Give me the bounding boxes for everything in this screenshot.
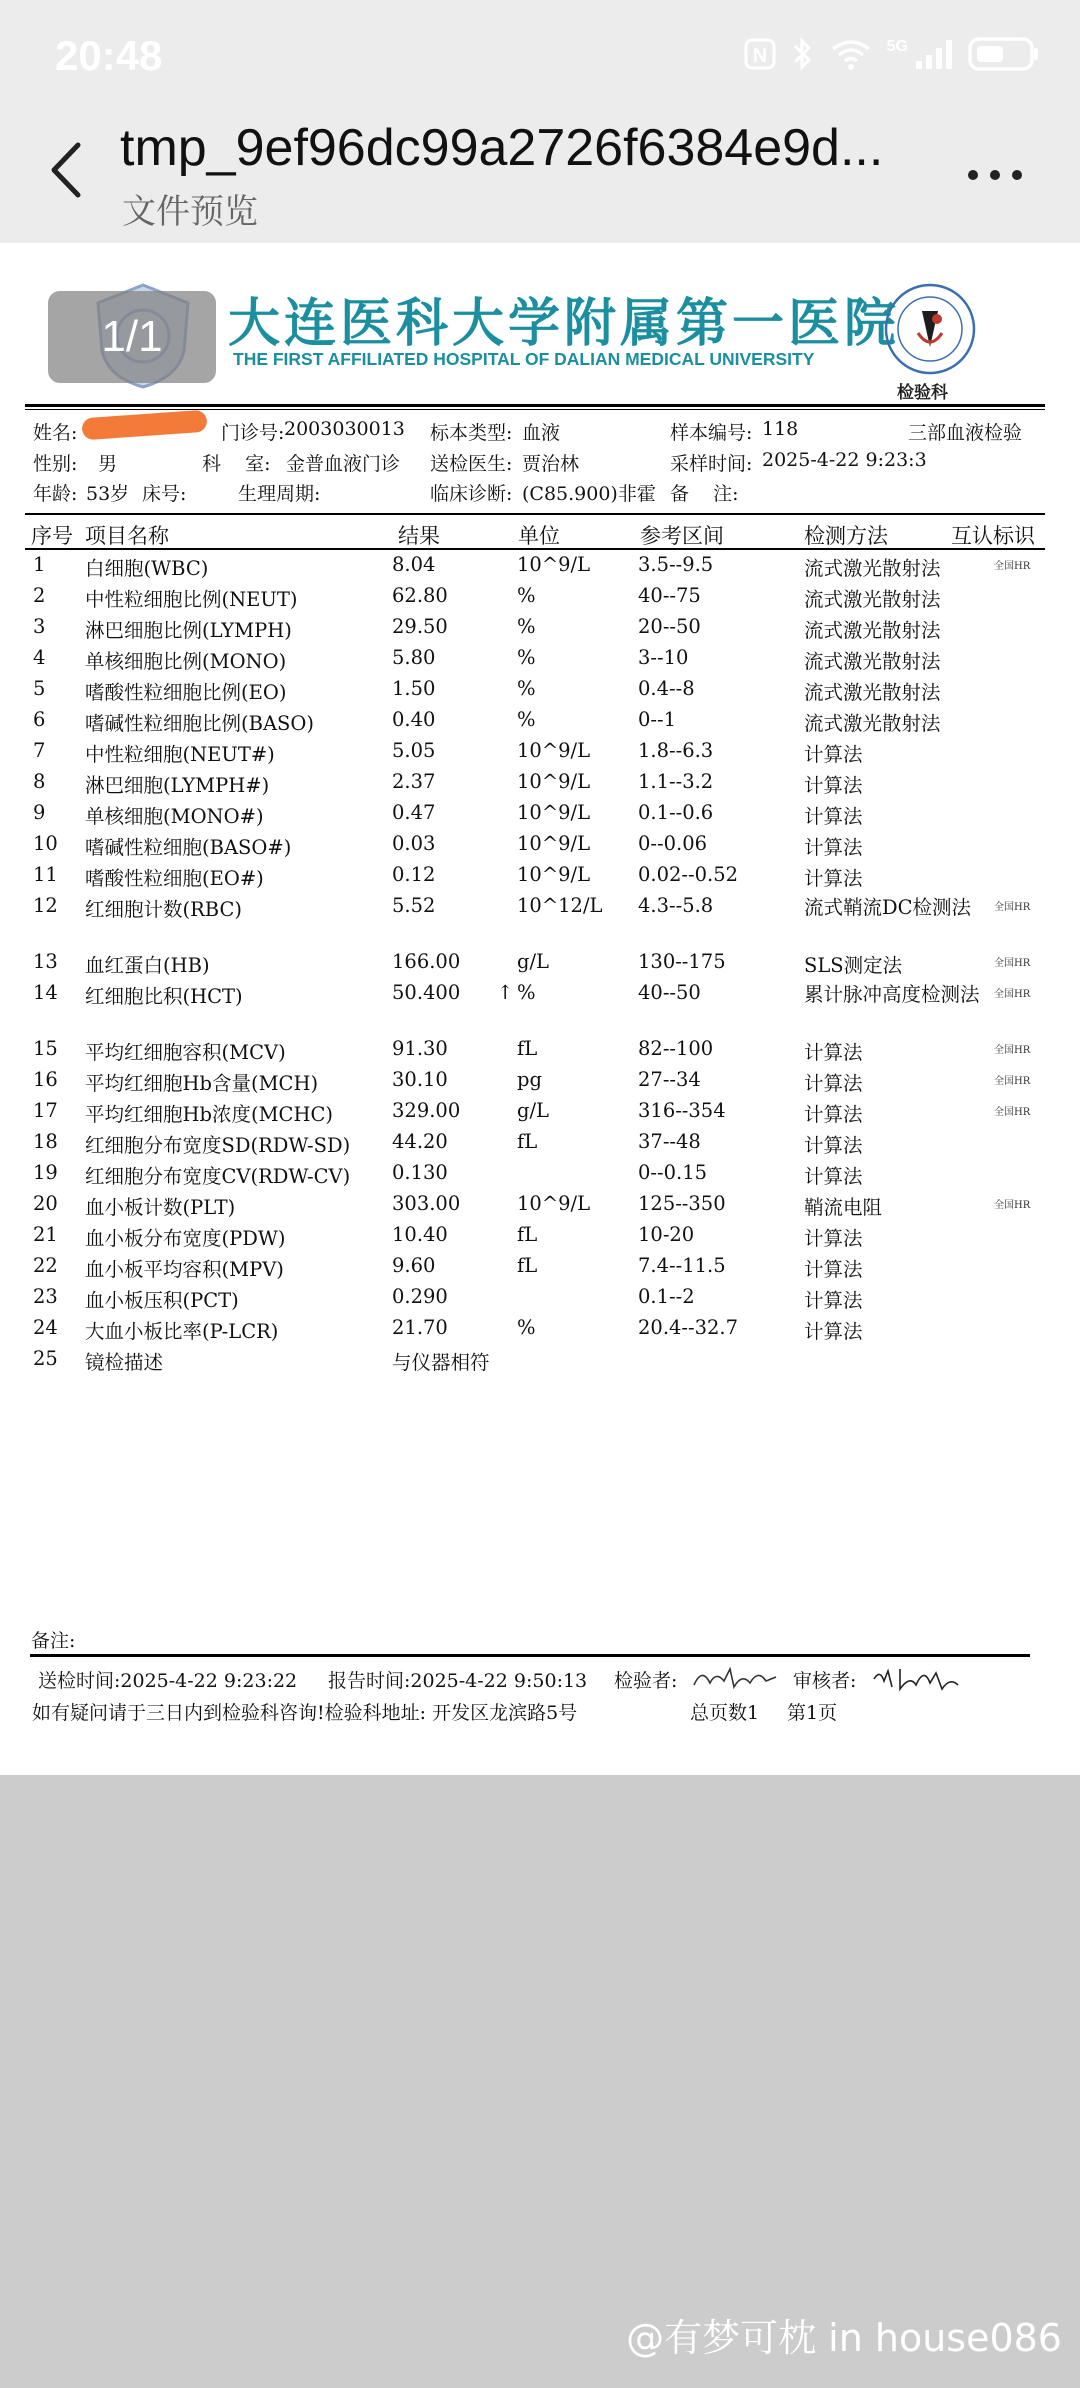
- table-row: [0, 1161, 1080, 1192]
- cell-result: 9.60: [392, 1254, 436, 1277]
- reviewer-signature: [870, 1661, 962, 1695]
- cell-name: 血红蛋白(HB): [85, 954, 210, 977]
- sample-no: 118: [762, 418, 799, 440]
- cell-ref: 0.1--0.6: [638, 801, 714, 824]
- submit-time: 送检时间:2025-4-22 9:23:22: [38, 1670, 298, 1692]
- file-subtitle: 文件预览: [122, 192, 258, 232]
- cell-no: 15: [33, 1037, 58, 1060]
- cell-no: 16: [33, 1068, 58, 1091]
- back-button[interactable]: [40, 135, 100, 205]
- cell-method: 计算法: [804, 1134, 863, 1157]
- cell-result: 62.80: [392, 584, 448, 607]
- cell-no: 20: [33, 1192, 58, 1215]
- cell-ref: 3--10: [638, 646, 689, 669]
- cell-result: 50.400: [392, 981, 461, 1004]
- cell-no: 6: [33, 708, 46, 731]
- cell-unit: %: [517, 677, 536, 700]
- cell-no: 23: [33, 1285, 58, 1308]
- cell-method: 流式激光散射法: [804, 712, 941, 735]
- header-no: 序号: [31, 524, 73, 548]
- cell-ref: 0--0.15: [638, 1161, 708, 1184]
- cell-method: 计算法: [804, 1227, 863, 1250]
- cell-method: 流式激光散射法: [804, 588, 941, 611]
- cell-result: 8.04: [392, 553, 436, 576]
- tester-signature: [690, 1663, 780, 1695]
- diagnosis-label: 临床诊断:: [430, 483, 513, 505]
- cell-no: 25: [33, 1347, 58, 1370]
- cell-tag: 全国HR: [994, 958, 1031, 969]
- table-row: [0, 1037, 1080, 1068]
- cell-ref: 4.3--5.8: [638, 894, 714, 917]
- cell-unit: 10^9/L: [517, 832, 591, 855]
- cell-name: 血小板压积(PCT): [85, 1289, 239, 1312]
- cell-method: 流式激光散射法: [804, 650, 941, 673]
- cell-unit: 10^9/L: [517, 863, 591, 886]
- cell-name: 单核细胞比例(MONO): [85, 650, 287, 673]
- cell-name: 血小板平均容积(MPV): [85, 1258, 284, 1281]
- cell-name: 单核细胞(MONO#): [85, 805, 264, 828]
- cell-unit: %: [517, 615, 536, 638]
- bluetooth-icon: [791, 36, 815, 72]
- header-rule: [25, 404, 1045, 407]
- cell-no: 11: [33, 863, 58, 886]
- cell-ref: 10-20: [638, 1223, 695, 1246]
- header-method: 检测方法: [804, 524, 888, 548]
- table-row: [0, 1223, 1080, 1254]
- cell-unit: %: [517, 1316, 536, 1339]
- table-row: [0, 1192, 1080, 1223]
- cell-unit: fL: [517, 1130, 538, 1153]
- cell-method: 计算法: [804, 1072, 863, 1095]
- collect-time: 2025-4-22 9:23:3: [762, 449, 927, 471]
- cell-result: 5.52: [392, 894, 436, 917]
- cell-ref: 1.1--3.2: [638, 770, 714, 793]
- header-mutual: 互认标识: [951, 524, 1035, 548]
- table-row: [0, 584, 1080, 615]
- hospital-name-en: THE FIRST AFFILIATED HOSPITAL OF DALIAN MEDICAL UNIVERSITY: [233, 349, 815, 369]
- cell-method: 计算法: [804, 805, 863, 828]
- cell-method: 计算法: [804, 1103, 863, 1126]
- cell-no: 19: [33, 1161, 58, 1184]
- cell-name: 嗜碱性粒细胞(BASO#): [85, 836, 292, 859]
- cell-unit: g/L: [517, 950, 550, 973]
- cell-name: 中性粒细胞(NEUT#): [85, 743, 275, 766]
- cell-ref: 40--50: [638, 981, 701, 1004]
- remark-label: 备 注:: [670, 483, 739, 505]
- status-icons: [743, 36, 1040, 72]
- network-type: 5G: [886, 38, 908, 55]
- cell-name: 淋巴细胞(LYMPH#): [85, 774, 270, 797]
- sample-type-label: 标本类型:: [430, 422, 513, 444]
- cell-no: 21: [33, 1223, 58, 1246]
- header-name: 项目名称: [85, 524, 169, 548]
- cell-ref: 316--354: [638, 1099, 726, 1122]
- cell-method: 计算法: [804, 1289, 863, 1312]
- cell-method: 计算法: [804, 867, 863, 890]
- cell-name: 血小板分布宽度(PDW): [85, 1227, 286, 1250]
- table-row: [0, 770, 1080, 801]
- cell-no: 13: [33, 950, 58, 973]
- cell-method: SLS测定法: [804, 954, 903, 977]
- cell-ref: 0--0.06: [638, 832, 708, 855]
- total-pages: 总页数1: [690, 1702, 760, 1724]
- cell-name: 血小板计数(PLT): [85, 1196, 236, 1219]
- cell-unit: g/L: [517, 1099, 550, 1122]
- remarks-label: 备注:: [31, 1630, 76, 1652]
- diagnosis: (C85.900)非霍: [522, 483, 656, 505]
- redaction-mark: [81, 410, 207, 441]
- cell-name: 平均红细胞Hb浓度(MCHC): [85, 1103, 334, 1126]
- status-time: 20:48: [55, 32, 163, 79]
- table-row: [0, 863, 1080, 894]
- battery-icon: [968, 36, 1040, 72]
- cell-no: 7: [33, 739, 46, 762]
- cell-no: 24: [33, 1316, 58, 1339]
- sample-no-label: 样本编号:: [670, 422, 753, 444]
- cell-result: 303.00: [392, 1192, 461, 1215]
- footer-rule: [30, 1654, 1030, 1657]
- cell-result: 1.50: [392, 677, 436, 700]
- cell-no: 10: [33, 832, 58, 855]
- cell-no: 8: [33, 770, 46, 793]
- table-row: [0, 981, 1080, 1012]
- table-row: [0, 801, 1080, 832]
- cell-result: 91.30: [392, 1037, 448, 1060]
- cell-name: 红细胞计数(RBC): [85, 898, 243, 921]
- doctor: 贾治林: [522, 453, 580, 475]
- cell-name: 平均红细胞Hb含量(MCH): [85, 1072, 319, 1095]
- sample-type: 血液: [522, 422, 561, 444]
- notice: 如有疑问请于三日内到检验科咨询!检验科地址: 开发区龙滨路5号: [32, 1702, 578, 1724]
- cell-no: 4: [33, 646, 46, 669]
- cell-result: 5.80: [392, 646, 436, 669]
- cell-no: 12: [33, 894, 58, 917]
- cell-name: 大血小板比率(P-LCR): [85, 1320, 279, 1343]
- cell-tag: 全国HR: [994, 902, 1031, 913]
- collect-time-label: 采样时间:: [670, 453, 753, 475]
- cell-ref: 0--1: [638, 708, 676, 731]
- table-row: [0, 1068, 1080, 1099]
- cell-result: 与仪器相符: [392, 1351, 490, 1374]
- watermark: @有梦可枕 in house086: [626, 2316, 1062, 2360]
- cell-unit: 10^9/L: [517, 801, 591, 824]
- table-row: [0, 615, 1080, 646]
- cell-ref: 27--34: [638, 1068, 701, 1091]
- cell-unit: 10^12/L: [517, 894, 603, 917]
- age: 53岁: [86, 483, 130, 505]
- cell-tag: 全国HR: [994, 1200, 1031, 1211]
- dept: 金普血液门诊: [286, 453, 401, 475]
- cell-method: 流式激光散射法: [804, 619, 941, 642]
- cell-result: 0.40: [392, 708, 436, 731]
- cell-ref: 130--175: [638, 950, 726, 973]
- header-ref: 参考区间: [640, 524, 724, 548]
- cell-name: 红细胞比积(HCT): [85, 985, 243, 1008]
- cell-name: 嗜酸性粒细胞(EO#): [85, 867, 264, 890]
- cell-no: 14: [33, 981, 58, 1004]
- header-rule-thin: [25, 409, 1045, 410]
- cell-no: 5: [33, 677, 46, 700]
- cell-unit: fL: [517, 1037, 538, 1060]
- cell-result: 329.00: [392, 1099, 461, 1122]
- cell-unit: %: [517, 708, 536, 731]
- cell-no: 2: [33, 584, 46, 607]
- lab-section: 三部血液检验: [908, 422, 1023, 444]
- cell-method: 计算法: [804, 774, 863, 797]
- table-row: [0, 1347, 1080, 1378]
- page-number: 第1页: [787, 1702, 838, 1724]
- cell-result: 0.47: [392, 801, 436, 824]
- doctor-label: 送检医生:: [430, 453, 513, 475]
- cell-result: 0.12: [392, 863, 436, 886]
- cell-no: 9: [33, 801, 46, 824]
- more-options-icon[interactable]: [965, 165, 1025, 185]
- cell-ref: 3.5--9.5: [638, 553, 714, 576]
- table-row: [0, 1316, 1080, 1347]
- table-row: [0, 1130, 1080, 1161]
- cell-result: 21.70: [392, 1316, 448, 1339]
- cell-unit: 10^9/L: [517, 1192, 591, 1215]
- clinic-no-label: 门诊号:: [221, 422, 285, 444]
- hospital-name-cn: 大连医科大学附属第一医院: [228, 293, 901, 354]
- table-row: [0, 1099, 1080, 1130]
- signal-icon: [914, 37, 954, 71]
- sex: 男: [98, 453, 118, 475]
- cell-ref: 7.4--11.5: [638, 1254, 726, 1277]
- cell-unit: pg: [517, 1068, 542, 1091]
- cell-no: 17: [33, 1099, 58, 1122]
- page-indicator: 1/1: [48, 291, 216, 383]
- cell-ref: 0.1--2: [638, 1285, 695, 1308]
- tester-label: 检验者:: [614, 1670, 678, 1692]
- cell-name: 镜检描述: [85, 1351, 164, 1374]
- bed-label: 床号:: [142, 483, 187, 505]
- lab-department: 检验科: [897, 383, 948, 403]
- cell-unit: fL: [517, 1223, 538, 1246]
- age-label: 年龄:: [33, 483, 78, 505]
- cell-method: 流式激光散射法: [804, 681, 941, 704]
- cell-ref: 20--50: [638, 615, 701, 638]
- cell-no: 18: [33, 1130, 58, 1153]
- report-time: 报告时间:2025-4-22 9:50:13: [328, 1670, 588, 1692]
- table-row: [0, 708, 1080, 739]
- cell-name: 嗜碱性粒细胞比例(BASO): [85, 712, 314, 735]
- table-row: [0, 677, 1080, 708]
- cell-unit: %: [517, 646, 536, 669]
- cell-ref: 125--350: [638, 1192, 726, 1215]
- cell-ref: 37--48: [638, 1130, 701, 1153]
- cell-method: 计算法: [804, 836, 863, 859]
- cell-no: 1: [33, 553, 46, 576]
- cell-ref: 0.4--8: [638, 677, 695, 700]
- table-row: [0, 646, 1080, 677]
- cell-result: 2.37: [392, 770, 436, 793]
- cell-method: 流式鞘流DC检测法: [804, 896, 972, 919]
- cell-result: 29.50: [392, 615, 448, 638]
- cell-ref: 40--75: [638, 584, 701, 607]
- cell-result: 5.05: [392, 739, 436, 762]
- cell-name: 红细胞分布宽度CV(RDW-CV): [85, 1165, 351, 1188]
- cell-method: 计算法: [804, 1258, 863, 1281]
- cell-method: 累计脉冲高度检测法: [804, 983, 980, 1006]
- cell-ref: 1.8--6.3: [638, 739, 714, 762]
- table-row: [0, 553, 1080, 584]
- header-result: 结果: [398, 524, 440, 548]
- dept-label: 科 室:: [202, 453, 271, 475]
- cell-result: 30.10: [392, 1068, 448, 1091]
- document-page: [0, 243, 1080, 1775]
- table-row: [0, 894, 1080, 925]
- cell-name: 嗜酸性粒细胞比例(EO): [85, 681, 287, 704]
- cell-name: 淋巴细胞比例(LYMPH): [85, 619, 292, 642]
- cell-method: 流式激光散射法: [804, 557, 941, 580]
- cell-method: 计算法: [804, 743, 863, 766]
- sex-label: 性别:: [33, 453, 78, 475]
- cell-tag: 全国HR: [994, 1107, 1031, 1118]
- nfc-icon: [743, 37, 777, 71]
- cell-name: 白细胞(WBC): [85, 557, 209, 580]
- table-top-rule: [25, 513, 1045, 515]
- name-label: 姓名:: [33, 422, 78, 444]
- cell-no: 22: [33, 1254, 58, 1277]
- table-row: [0, 832, 1080, 863]
- cell-tag: 全国HR: [994, 561, 1031, 572]
- cell-no: 3: [33, 615, 46, 638]
- cell-unit: fL: [517, 1254, 538, 1277]
- table-header-rule: [25, 548, 1045, 550]
- cell-unit: %: [517, 584, 536, 607]
- cell-ref: 0.02--0.52: [638, 863, 739, 886]
- cell-result: 0.130: [392, 1161, 448, 1184]
- cell-tag: 全国HR: [994, 1076, 1031, 1087]
- cell-tag: 全国HR: [994, 1045, 1031, 1056]
- cell-method: 计算法: [804, 1041, 863, 1064]
- reviewer-label: 审核者:: [793, 1670, 857, 1692]
- cell-unit: 10^9/L: [517, 739, 591, 762]
- cell-result: 10.40: [392, 1223, 448, 1246]
- clinic-no: 2003030013: [284, 418, 405, 440]
- cell-result: 0.290: [392, 1285, 448, 1308]
- cell-name: 中性粒细胞比例(NEUT): [85, 588, 298, 611]
- cell-method: 鞘流电阻: [804, 1196, 883, 1219]
- table-row: [0, 739, 1080, 770]
- cell-result: 166.00: [392, 950, 461, 973]
- cell-flag: ↑: [497, 981, 514, 1004]
- cell-name: 红细胞分布宽度SD(RDW-SD): [85, 1134, 351, 1157]
- cell-name: 平均红细胞容积(MCV): [85, 1041, 286, 1064]
- cell-unit: 10^9/L: [517, 770, 591, 793]
- cell-ref: 82--100: [638, 1037, 714, 1060]
- cell-method: 计算法: [804, 1165, 863, 1188]
- cell-method: 计算法: [804, 1320, 863, 1343]
- table-row: [0, 1285, 1080, 1316]
- app-header: [0, 0, 1080, 243]
- svg-text:N: N: [752, 45, 767, 67]
- lab-seal-icon: [882, 281, 978, 377]
- cell-result: 44.20: [392, 1130, 448, 1153]
- cell-result: 0.03: [392, 832, 436, 855]
- header-unit: 单位: [518, 524, 560, 548]
- table-row: [0, 1254, 1080, 1285]
- cell-ref: 20.4--32.7: [638, 1316, 739, 1339]
- file-title: tmp_9ef96dc99a2726f6384e9d...: [120, 119, 884, 177]
- table-row: [0, 950, 1080, 981]
- cell-tag: 全国HR: [994, 989, 1031, 1000]
- wifi-icon: [829, 37, 873, 71]
- cell-unit: %: [517, 981, 536, 1004]
- cell-unit: 10^9/L: [517, 553, 591, 576]
- cycle-label: 生理周期:: [238, 483, 321, 505]
